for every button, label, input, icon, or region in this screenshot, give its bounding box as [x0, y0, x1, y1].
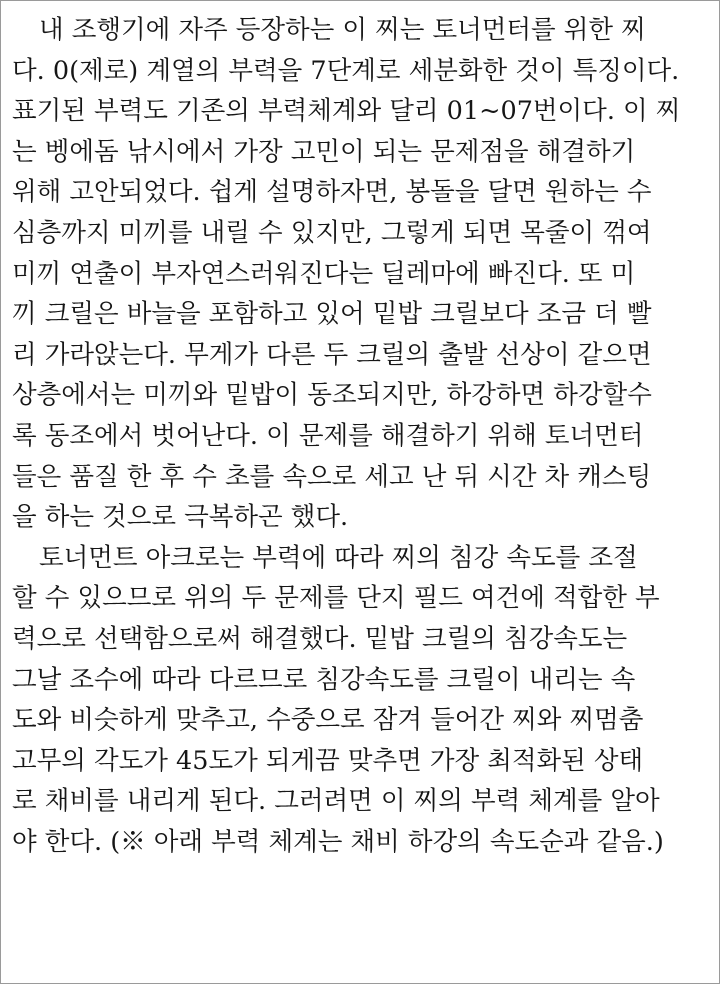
text-line: 리 가라앉는다. 무게가 다른 두 크릴의 출발 선상이 같으면 [12, 339, 652, 370]
text-line: 로 채비를 내리게 된다. 그러려면 이 찌의 부력 체계를 알아 [12, 786, 660, 817]
text-line: 끼 크릴은 바늘을 포함하고 있어 밑밥 크릴보다 조금 더 빨 [12, 299, 652, 330]
paragraph-1 [12, 10, 708, 538]
text-line: 상층에서는 미끼와 밑밥이 동조되지만, 하강하면 하강할수 [12, 380, 652, 411]
text-line: 위해 고안되었다. 쉽게 설명하자면, 봉돌을 달면 원하는 수 [12, 177, 652, 208]
text-line: 고무의 각도가 45도가 되게끔 맞추면 가장 최적화된 상태 [12, 745, 644, 776]
text-line: 미끼 연출이 부자연스러워진다는 딜레마에 빠진다. 또 미 [12, 258, 636, 289]
text-line: 그날 조수에 따라 다르므로 침강속도를 크릴이 내리는 속 [12, 664, 636, 695]
text-line: 내 조행기에 자주 등장하는 이 찌는 토너먼터를 위한 찌 [39, 15, 646, 45]
text-line: 록 동조에서 벗어난다. 이 문제를 해결하기 위해 토너먼터 [12, 420, 644, 451]
text-line: 력으로 선택함으로써 해결했다. 밑밥 크릴의 침강속도는 [12, 623, 628, 654]
article-body [12, 10, 708, 862]
text-line: 을 하는 것으로 극복하곤 했다. [12, 502, 349, 533]
text-line: 심층까지 미끼를 내릴 수 있지만, 그렇게 되면 목줄이 꺾여 [12, 217, 652, 248]
text-line: 표기된 부력도 기존의 부력체계와 달리 01~07번이다. 이 찌 [12, 96, 681, 127]
text-line: 할 수 있으므로 위의 두 문제를 단지 필드 여건에 적합한 부 [12, 583, 660, 614]
text-line: 다. 0(제로) 계열의 부력을 7단계로 세분화한 것이 특징이다. [12, 55, 680, 86]
text-line: 는 벵에돔 낚시에서 가장 고민이 되는 문제점을 해결하기 [12, 136, 636, 167]
text-line: 들은 품질 한 후 수 초를 속으로 세고 난 뒤 시간 차 캐스팅 [12, 461, 652, 492]
text-line: 토너먼트 아크로는 부력에 따라 찌의 침강 속도를 조절 [39, 542, 638, 573]
paragraph-2 [12, 538, 708, 863]
text-line: 도와 비슷하게 맞추고, 수중으로 잠겨 들어간 찌와 찌멈춤 [12, 705, 644, 736]
text-line: 야 한다. (※ 아래 부력 체계는 채비 하강의 속도순과 같음.) [12, 826, 664, 857]
